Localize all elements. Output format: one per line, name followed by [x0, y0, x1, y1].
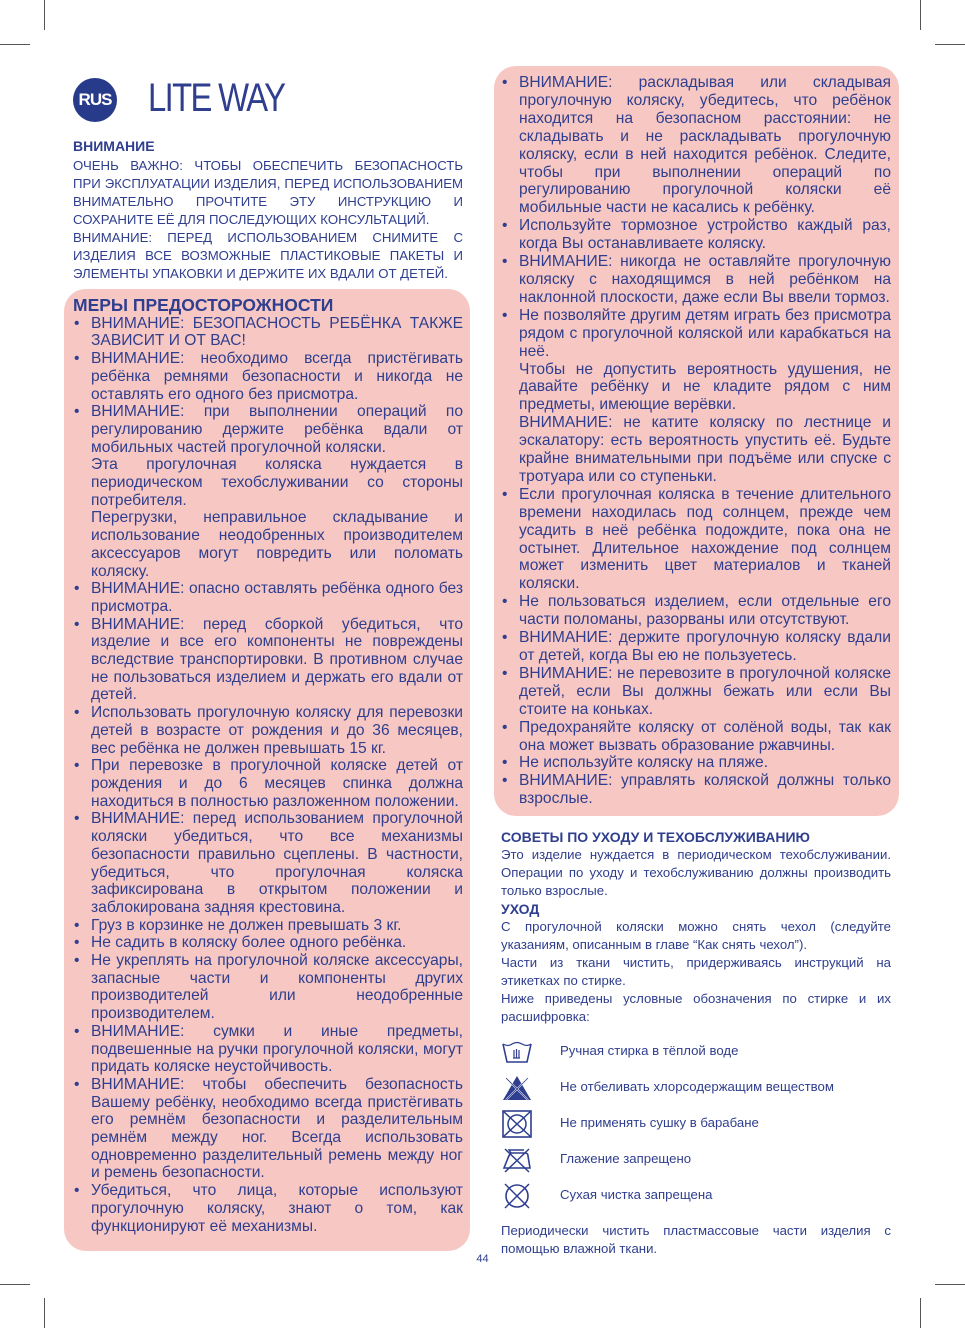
precaution-text: • Не укреплять на прогулочной коляске аксессуары, запасные части и компоненты других производителей или неодобренные производителем.: [91, 952, 463, 1023]
care-symbol-row: [501, 1038, 891, 1074]
crop-mark: [44, 1298, 45, 1328]
precautions-title: МЕРЫ ПРЕДОСТОРОЖНОСТИ: [73, 295, 334, 315]
precaution-item: [73, 952, 463, 1023]
language-badge: RUS: [73, 78, 117, 122]
intro-warning: [73, 137, 463, 283]
precaution-item: [501, 307, 891, 486]
care-intro: Это изделие нуждается в периодическом техобслуживании. Операции по уходу и техобслуживанию должны производить только взрослые.: [501, 847, 891, 898]
precaution-item: [501, 593, 891, 629]
precaution-text: • ВНИМАНИЕ: раскладывая или складывая прогулочную коляску, убедитесь, что ребёнок находится на безопасном расстоянии: не складывать и не раскладывать прогулочную коляску, если в ней находится ребёнок. Следите, чтобы при выполнении операций по регулированию прогулочной коляски её мобильные части не касались к ребёнку.: [519, 74, 891, 217]
care-footer-note: Периодически чистить пластмассовые части изделия с помощью влажной ткани.: [501, 1223, 891, 1256]
precaution-text: • ВНИМАНИЕ: чтобы обеспечить безопасность Вашему ребёнку, необходимо всегда пристёгивать его ремнём безопасности и разделительным ремнём между ног. Всегда использовать одновременно разделительный ремень между ног и ремень безопасности.: [91, 1075, 463, 1182]
page-number: 44: [476, 1253, 489, 1265]
precaution-subtext: Эта прогулочная коляска нуждается в периодическом техобслуживании со стороны потребителя.: [91, 456, 463, 509]
care-paragraph: Части из ткани чистить, придерживаясь инструкций на этикетках по стирке.: [501, 955, 891, 988]
crop-mark: [935, 1284, 965, 1285]
care-section: [501, 828, 891, 1026]
precaution-item: [73, 315, 463, 350]
care-heading: СОВЕТЫ ПО УХОДУ И ТЕХОБСЛУЖИВАНИЮ: [501, 829, 810, 845]
precautions-panel-left: [64, 289, 470, 1251]
precaution-text: • ВНИМАНИЕ: перед сборкой убедиться, что изделие и все его компоненты не повреждены вследствие транспортировки. В противном случае не пользоваться изделием и держать его вдали от детей.: [91, 615, 463, 704]
no-bleach-icon: [501, 1074, 533, 1102]
precaution-item: [73, 1182, 463, 1235]
precaution-text: • Использовать прогулочную коляску для перевозки детей в возрасте от рождения и до 36 месяцев, вес ребёнка не должен превышать 15 кг.: [91, 704, 463, 757]
precaution-text: • ВНИМАНИЕ: при выполнении операций по регулированию держите ребёнка вдали от мобильных частей прогулочной коляски.: [91, 403, 463, 456]
precaution-item: [73, 403, 463, 580]
precaution-item: [73, 616, 463, 705]
precaution-text: • Не пользоваться изделием, если отдельные его части поломаны, разорваны или отсутствуют.: [519, 593, 891, 629]
precautions-list-right: [501, 74, 891, 808]
precaution-item: [73, 350, 463, 403]
precaution-item: [501, 74, 891, 217]
no-tumble-dry-icon: [501, 1110, 533, 1138]
precaution-text: • При перевозке в прогулочной коляске детей от рождения и до 6 месяцев спинка должна находиться в полностью разложенном положении.: [91, 757, 463, 810]
symbol-label: Глажение запрещено: [560, 1151, 692, 1166]
care-symbol-row: [501, 1182, 891, 1218]
crop-mark: [0, 44, 30, 45]
crop-mark: [935, 44, 965, 45]
precaution-text: • ВНИМАНИЕ: не перевозите в прогулочной коляске детей, если Вы должны бежать или если Вы стоите на коньках.: [519, 664, 891, 718]
precaution-text: • Не позволяйте другим детям играть без присмотра рядом с прогулочной коляской или карабкаться на неё.: [519, 306, 891, 360]
precautions-list-left: [73, 315, 463, 1236]
care-symbol-row: [501, 1146, 891, 1182]
intro-paragraph: ВНИМАНИЕ: ПЕРЕД ИСПОЛЬЗОВАНИЕМ СНИМИТЕ С ИЗДЕЛИЯ ВСЕ ВОЗМОЖНЫЕ ПЛАСТИКОВЫЕ ПАКЕТЫ И ЭЛЕМЕНТЫ УПАКОВКИ И ДЕРЖИТЕ ИХ ВДАЛИ ОТ ДЕТЕЙ.: [73, 230, 463, 281]
precaution-subtext: Перегрузки, неправильное складывание и использование неодобренных производителем аксессуаров могут повредить или поломать коляску.: [91, 509, 463, 580]
precaution-text: • Предохраняйте коляску от солёной воды, так как она может вызвать образование ржавчины.: [519, 718, 891, 754]
crop-mark: [920, 1298, 921, 1328]
precaution-subtext: Чтобы не допустить вероятность удушения, не давайте ребёнку и не кладите рядом с ним предметы, имеющие верёвки.: [519, 360, 891, 414]
symbol-label: Сухая чистка запрещена: [560, 1187, 713, 1202]
no-dry-clean-icon: [501, 1182, 533, 1210]
precaution-text: • ВНИМАНИЕ: перед использованием прогулочной коляски убедиться, что все механизмы безопасности правильно сцеплены. В частности, убедиться, что прогулочная коляска зафиксирована в открытом положении и заблокирована задняя крестовина.: [91, 810, 463, 916]
no-iron-icon: [501, 1146, 533, 1174]
precaution-text: • Используйте тормозное устройство каждый раз, когда Вы останавливаете коляску.: [519, 217, 891, 253]
precaution-text: • ВНИМАНИЕ: опасно оставлять ребёнка одного без присмотра.: [91, 580, 463, 615]
precaution-item: [501, 217, 891, 253]
symbol-label: Не применять сушку в барабане: [560, 1115, 759, 1130]
brand-title: LITE WAY: [148, 76, 285, 120]
precaution-text: • ВНИМАНИЕ: БЕЗОПАСНОСТЬ РЕБЁНКА ТАКЖЕ ЗАВИСИТ И ОТ ВАС!: [91, 314, 463, 350]
care-symbols-list: [501, 1038, 891, 1218]
precaution-item: [73, 1076, 463, 1182]
crop-mark: [44, 0, 45, 30]
precaution-item: [73, 704, 463, 757]
precaution-text: • ВНИМАНИЕ: управлять коляской должны только взрослые.: [519, 772, 891, 808]
precaution-item: [73, 934, 463, 952]
precaution-item: [501, 486, 891, 593]
symbol-label: Не отбеливать хлорсодержащим веществом: [560, 1079, 834, 1094]
precaution-subtext: ВНИМАНИЕ: не катите коляску по лестнице и эскалатору: есть вероятность упустить её. Будьте крайне внимательными при подъёме или спуске с тротуара или со ступеньки.: [519, 414, 891, 485]
care-paragraph: С прогулочной коляски можно снять чехол (следуйте указаниям, описанным в главе “Как снять чехол”).: [501, 919, 891, 952]
hand-wash-icon: [501, 1038, 533, 1066]
precaution-item: [501, 629, 891, 665]
symbol-label: Ручная стирка в тёплой воде: [560, 1043, 739, 1058]
intro-paragraph: ОЧЕНЬ ВАЖНО: ЧТОБЫ ОБЕСПЕЧИТЬ БЕЗОПАСНОСТЬ ПРИ ЭКСПЛУАТАЦИИ ИЗДЕЛИЯ, ПЕРЕД ИСПОЛЬЗОВАНИЕМ ВНИМАТЕЛЬНО ПРОЧТИТЕ ЭТУ ИНСТРУКЦИЮ И СОХРАНИТЕ ЕЁ ДЛЯ ПОСЛЕДУЮЩИХ КОНСУЛЬТАЦИЙ.: [73, 158, 463, 227]
intro-heading: ВНИМАНИЕ: [73, 138, 155, 154]
precaution-item: [501, 772, 891, 808]
precaution-item: [501, 754, 891, 772]
precaution-item: [501, 253, 891, 307]
care-symbol-row: [501, 1074, 891, 1110]
precaution-item: [501, 665, 891, 719]
precaution-text: • Убедиться, что лица, которые используют прогулочную коляску, знают о том, как функционируют её механизмы.: [91, 1182, 463, 1235]
precaution-item: [73, 757, 463, 810]
care-symbol-row: [501, 1110, 891, 1146]
precaution-text: • ВНИМАНИЕ: необходимо всегда пристёгивать ребёнка ремнями безопасности и никогда не оставлять его одного без присмотра.: [91, 350, 463, 403]
care-paragraph: Ниже приведены условные обозначения по стирке и их расшифровка:: [501, 991, 891, 1024]
precaution-text: • Если прогулочная коляска в течение длительного времени находилась под солнцем, прежде чем усадить в неё ребёнка подождите, пока она не остынет. Длительное нахождение под солнцем может изменить цвет материалов и тканей коляски.: [519, 485, 891, 593]
crop-mark: [920, 0, 921, 30]
precaution-item: [501, 719, 891, 755]
precaution-item: [73, 580, 463, 615]
crop-mark: [0, 1284, 30, 1285]
care-subheading: УХОД: [501, 901, 540, 917]
precaution-item: [73, 1023, 463, 1076]
precaution-text: • ВНИМАНИЕ: держите прогулочную коляску вдали от детей, когда Вы ею не пользуетесь.: [519, 629, 891, 664]
precaution-item: [73, 810, 463, 916]
precaution-text: • ВНИМАНИЕ: никогда не оставляйте прогулочную коляску с находящимся в ней ребёнком на наклонной плоскости, даже если Вы ввели тормоз.: [519, 253, 891, 306]
precaution-text: • Не садить в коляску более одного ребёнка.: [91, 934, 407, 952]
precaution-text: • Груз в корзинке не должен превышать 3 кг.: [91, 916, 402, 934]
precautions-panel-right: [494, 66, 899, 816]
precaution-text: • ВНИМАНИЕ: сумки и иные предметы, подвешенные на ручки прогулочной коляски, могут придать коляске неустойчивость.: [91, 1022, 463, 1076]
precaution-item: [73, 917, 463, 935]
precaution-text: • Не используйте коляску на пляже.: [519, 754, 769, 772]
